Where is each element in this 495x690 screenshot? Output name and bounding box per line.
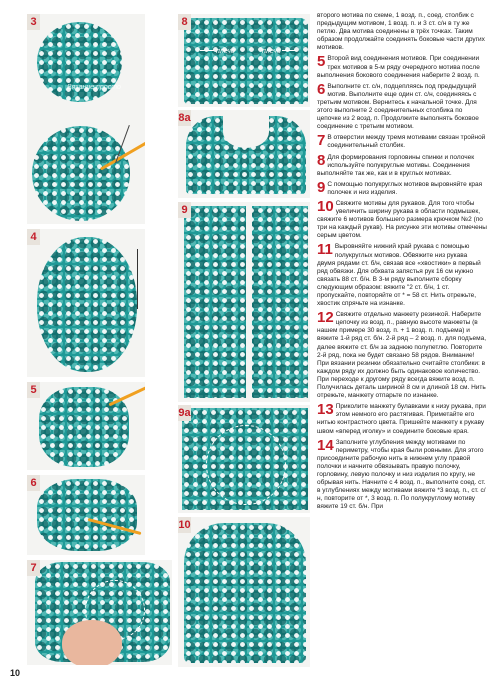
step-number: 12 bbox=[317, 309, 334, 327]
step-number: 5 bbox=[317, 53, 326, 71]
hand bbox=[62, 620, 122, 665]
step-7 bbox=[317, 134, 487, 150]
step-text: Выполните ст. с/н, подцепляясь под предыдущий мотив. Выполните еще один ст. с/н, соединяясь с третьим мотивом. Вернитесь к начальной точке. Для этого выполните 2 соединительных столбика по цепочке из 2 возд. п. Продолжите выполнять боковое соединение с третьим мотивом. bbox=[317, 82, 479, 131]
step-text: С помощью полукруглых мотивов выровняйте края полочек и низ изделия. bbox=[327, 180, 483, 196]
page-number: 10 bbox=[10, 668, 21, 678]
center-gap bbox=[246, 206, 252, 398]
crochet-motif bbox=[37, 237, 137, 372]
shoulder-label-right: плечо bbox=[262, 48, 281, 55]
photo-number: 7 bbox=[27, 560, 40, 576]
photo-10 bbox=[178, 517, 310, 667]
step-number: 13 bbox=[317, 401, 334, 419]
crochet-sleeve bbox=[184, 523, 306, 663]
neckline-cutout bbox=[223, 116, 269, 148]
step-6 bbox=[317, 80, 487, 132]
step-number: 7 bbox=[317, 132, 326, 150]
step-text: Приколите манжету булавками к низу рукава, при этом немного его растягивая. Приметайте его нитью контрастного цвета. Пришейте манжету к рукаву швом «вперед иголку» и соедините боковые края. bbox=[317, 403, 486, 435]
highlight-circle bbox=[206, 425, 286, 505]
step-text: Второй вид соединения мотивов. При соединении трех мотивов в 5-м ряду очередного мотива после выполнения бокового соединения наберите 2 возд. п. bbox=[317, 55, 480, 79]
step-12 bbox=[317, 311, 487, 400]
step-9 bbox=[317, 178, 487, 197]
step-number: 9 bbox=[317, 178, 326, 196]
step-13 bbox=[317, 403, 487, 435]
crochet-back-piece bbox=[184, 18, 308, 104]
step-11 bbox=[317, 243, 487, 308]
step-text: Заполните углубления между мотивами по периметру, чтобы края были ровными. Для этого присоедините рабочую нить в нижнем углу правой полочки и начните обвязывать правую полочку, горловину, левую полочку и низ изделия по кругу, не обрывая нить. Начните с 4 возд. п., выполните соед. ст. в углублениях между мотивами вяжите *3 возд. п., ст. с/н, повторите от *, 3 возд. п. По полукруглому мотиву вяжите 19 ст. б/н. При bbox=[317, 438, 486, 511]
step-text: Для формирования горловины спинки и полочек используйте полукруглые мотивы. Соединения выполняйте так же, как и в круглых мотивах. bbox=[317, 153, 475, 177]
photo-4 bbox=[27, 229, 145, 377]
step-number: 14 bbox=[317, 436, 334, 454]
step-8 bbox=[317, 151, 487, 178]
step-5 bbox=[317, 55, 487, 79]
photo-8 bbox=[178, 14, 310, 107]
photo-number: 6 bbox=[27, 475, 40, 491]
shoulder-label-left: плечо bbox=[216, 48, 235, 55]
step-number: 10 bbox=[317, 197, 334, 215]
photo-3 bbox=[27, 14, 145, 224]
photo-number: 9 bbox=[178, 202, 191, 218]
step-text: Выровняйте нижний край рукава с помощью полукруглых мотивов. Обвяжите низ рукава двумя рядами ст. б/н, связав все «хвостики» в первый ряд обвязки. Для обхвата запястья рук 16 см нужно связать 88 ст. б/н. В 3-м ряду выполните сборку следующим образом: вяжите "2 ст. б/н, 1 ст. пропускайте, повторяйте от * = 58 ст. Нить отрежьте, хвостик спрячьте на изнанке. bbox=[317, 243, 481, 308]
photo-number: 5 bbox=[27, 382, 40, 398]
arrow-right bbox=[282, 50, 296, 51]
step-text: В отверстии между тремя мотивами связан тройной соединительный столбик. bbox=[327, 134, 486, 150]
photo-6 bbox=[27, 475, 145, 555]
photo-number: 4 bbox=[27, 229, 40, 245]
arrow-left bbox=[200, 50, 214, 51]
thread bbox=[137, 249, 138, 309]
crochet-motif bbox=[37, 479, 137, 551]
step-text: Свяжите мотивы для рукавов. Для того чтобы увеличить ширину рукава в области подмышек, свяжите 6 мотивов большего размера крючком №2 (по три на каждый рукав). На рисунке эти мотивы отмечены серым цветом. bbox=[317, 199, 487, 240]
step-14 bbox=[317, 436, 487, 512]
photo-number: 8 bbox=[178, 14, 191, 30]
photo-7 bbox=[27, 560, 172, 665]
photo-5 bbox=[27, 382, 145, 470]
step-text: Свяжите отдельно манжету резинкой. Наберите цепочку из возд. п., равную высоте манжеты (в нашем примере 30 возд. п. + 1 возд. п. подъема) и вяжите 1-й ряд ст. б/н. 2-й ряд – 2 возд. п. для подъема, далее вяжите ст. б/н за заднюю полупетлю. Повторите 2-й ряд, пока не будет связано 58 рядов. Внимание! При вязании резинки обязательно считайте столбики: в каждом ряду их должно быть одинаковое количество. При переходе к другому ряду всегда вяжите возд. п. Получилась деталь шириной 8 см и длиной 18 см. Нить отрежьте, манжету отпарьте по изнанке. bbox=[317, 311, 487, 400]
intro-paragraph: второго мотива по схеме, 1 возд. п., соед. столбик с предыдущим мотивом, 1 возд. п. и 3 ст. с/н в ту же петлю. Два мотива соединены в трёх точках. Таким образом продолжайте соединять боковые части других мотивов. bbox=[317, 12, 485, 52]
instructions-text bbox=[317, 12, 487, 514]
photo-number: 3 bbox=[27, 14, 40, 30]
step-number: 11 bbox=[317, 241, 333, 259]
photo-number: 10 bbox=[178, 519, 191, 531]
photo-9 bbox=[178, 202, 310, 402]
photo-number: 8a bbox=[178, 112, 191, 124]
step-10 bbox=[317, 197, 487, 240]
photo-number: 9a bbox=[178, 407, 191, 419]
crochet-motif-round bbox=[32, 126, 130, 221]
watermark: Вязание просто bbox=[67, 84, 121, 91]
step-number: 6 bbox=[317, 80, 326, 98]
photo-9a bbox=[178, 405, 310, 513]
step-number: 8 bbox=[317, 151, 326, 169]
photo-8a bbox=[178, 110, 310, 198]
